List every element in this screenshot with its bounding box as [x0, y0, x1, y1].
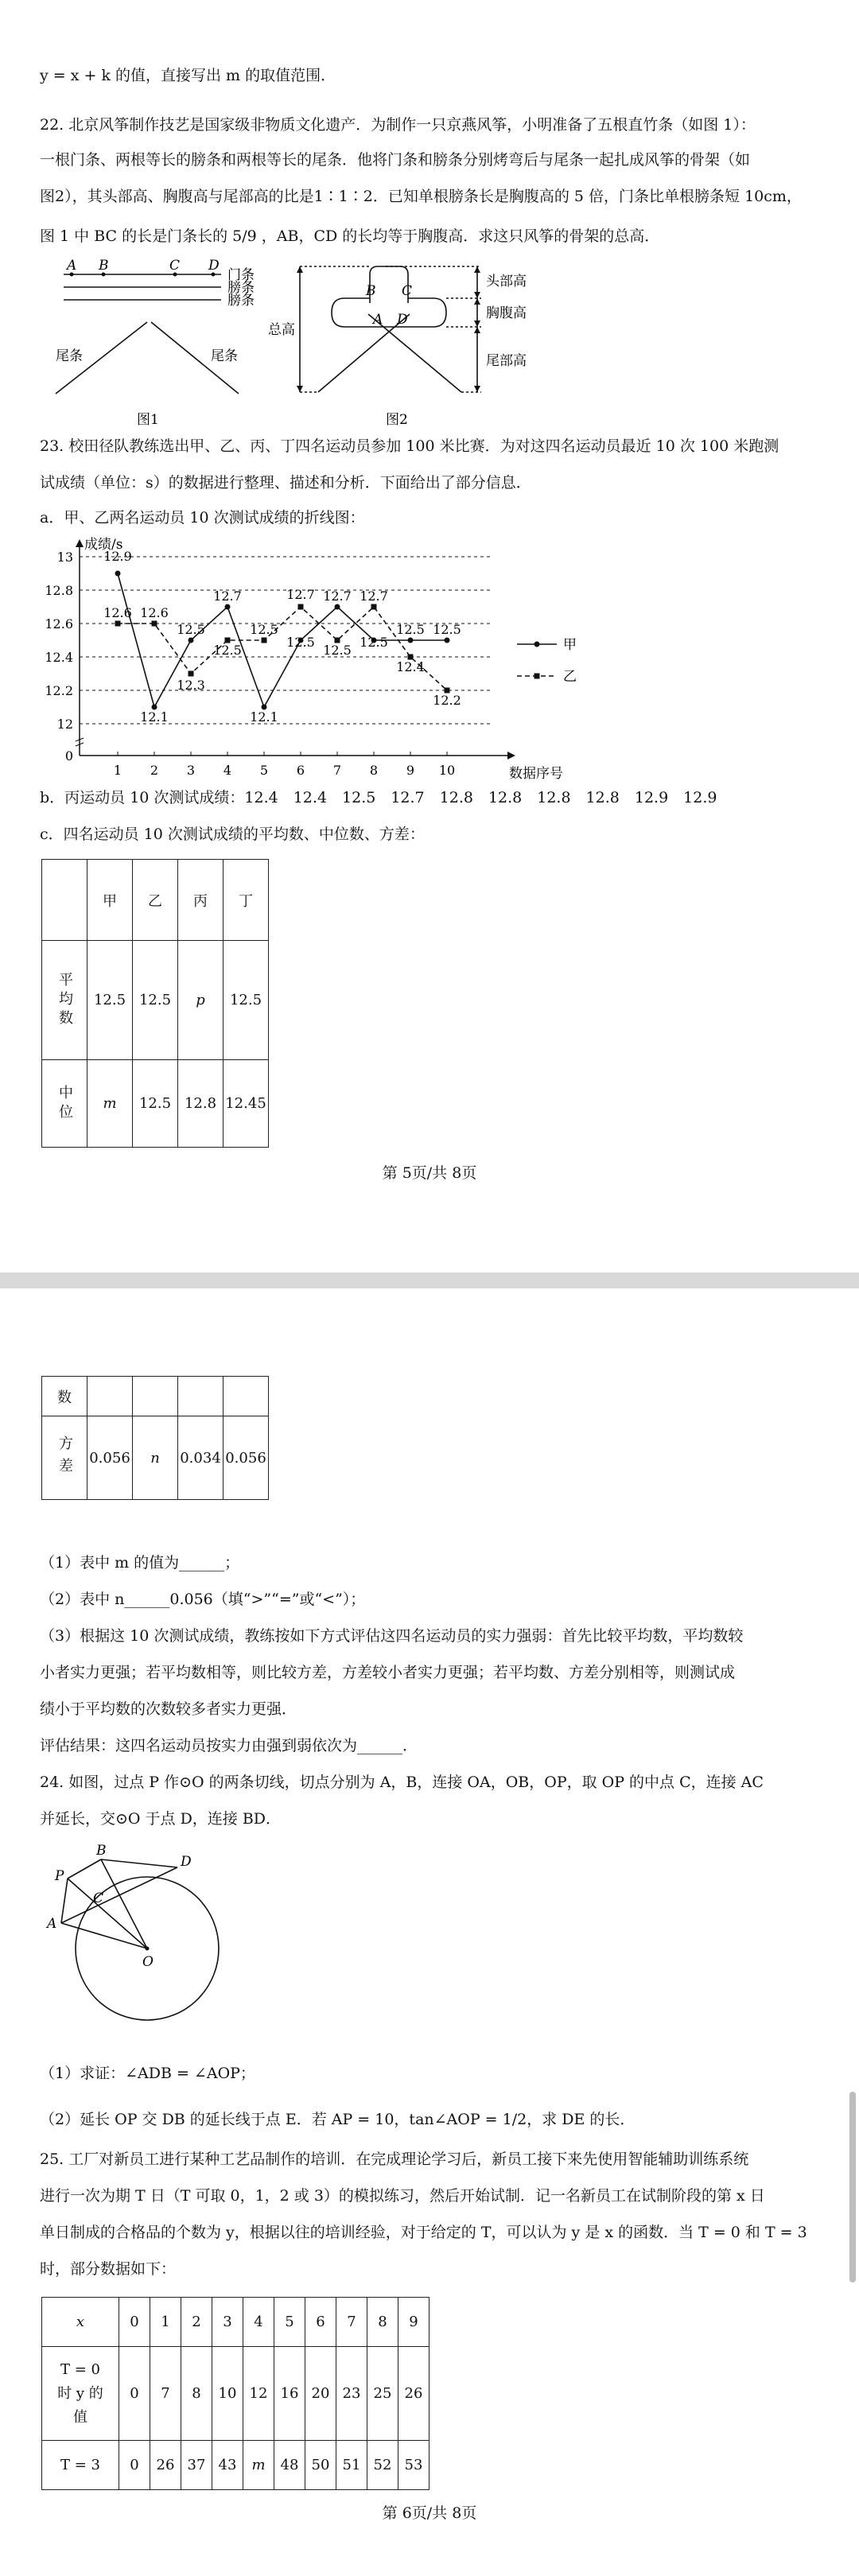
fig2-label-head-height: 头部高 [486, 274, 527, 289]
legend-marker-jia [534, 642, 540, 647]
fig2-label-chest-height: 胸腹高 [486, 305, 527, 321]
q25-header-cell: 6 [305, 2298, 336, 2347]
q25-t3-label: T = 3 [42, 2441, 119, 2490]
q23-stats-table-part2 [41, 1376, 269, 1500]
legend-label-yi: 乙 [563, 669, 577, 685]
q23-line-chart [32, 533, 636, 782]
point-yi [189, 671, 194, 677]
x-axis-label: 数据序号 [509, 766, 563, 782]
median-jia: m [87, 1060, 133, 1148]
y-tick-label: 12.6 [45, 616, 73, 631]
q25-data-table [41, 2297, 430, 2490]
fig2-label-total-height: 总高 [268, 322, 295, 338]
point-a: A [47, 1916, 57, 1932]
point-jia [225, 604, 231, 610]
q25-t3-cell: 52 [367, 2441, 398, 2490]
q25-t3-cell: 43 [212, 2441, 243, 2490]
q23-line-3: a．甲、乙两名运动员 10 次测试成绩的折线图： [40, 509, 365, 526]
data-label-jia: 12.7 [213, 589, 242, 604]
median-ding: 12.45 [223, 1060, 269, 1148]
data-label-jia: 12.5 [433, 622, 461, 637]
fig1-point-a: A [67, 258, 77, 274]
y-tick-label: 12 [56, 717, 73, 732]
q25-t3-row [42, 2441, 430, 2490]
fig1-point-d: D [208, 258, 220, 274]
data-label-yi: 12.5 [323, 643, 352, 658]
y-tick-label: 12.2 [45, 683, 73, 698]
q25-t0-cell: 0 [119, 2347, 150, 2441]
data-label-jia: 12.5 [360, 635, 388, 650]
q23-stats-table-part1 [41, 859, 269, 1148]
data-label-jia: 12.5 [286, 635, 315, 650]
q22-figure-1 [48, 258, 286, 429]
y-tick-label: 13 [56, 550, 73, 565]
var-jia: 0.056 [87, 1416, 133, 1500]
data-label-jia: 12.9 [103, 549, 132, 564]
q23-sub-3a: （3）根据这 10 次测试成绩，教练按如下方式评估这四名运动员的实力强弱：首先比较平均数，平均数较 [40, 1627, 744, 1645]
header-jia: 甲 [87, 860, 133, 941]
q25-line-3: 单日制成的合格品的个数为 y，根据以往的培训经验，对于给定的 T，可以认为 y 是 x 的函数．当 T = 0 和 T = 3 [40, 2224, 807, 2241]
row-mean-label: 平均数 [42, 941, 87, 1060]
q24-circle-figure [44, 1845, 266, 2028]
q25-t3-cell: 48 [274, 2441, 305, 2490]
q22-line-1: 22. 北京风筝制作技艺是国家级非物质文化遗产．为制作一只京燕风筝，小明准备了五根直竹条（如图 1）： [40, 116, 756, 134]
q25-line-1: 25. 工厂对新员工进行某种工艺品制作的培训．在完成理论学习后，新员工接下来先使用智能辅助训练系统 [40, 2151, 749, 2168]
q25-header-cell: 3 [212, 2298, 243, 2347]
q23-line-b: b．丙运动员 10 次测试成绩：12.4 12.4 12.5 12.7 12.8 12.8 12.8 12.8 12.9 12.9 [40, 789, 717, 806]
point-p: P [55, 1868, 64, 1884]
row-median-label-top: 中位 [42, 1060, 87, 1148]
q25-t0-label-line1: T = 0 [60, 2360, 100, 2378]
q25-t0-cell: 12 [243, 2347, 274, 2441]
data-label-yi: 12.6 [103, 605, 132, 620]
q25-line-4: 时，部分数据如下： [40, 2260, 177, 2278]
q25-t3-cell: 50 [305, 2441, 336, 2490]
x-tick-label: 7 [332, 763, 342, 778]
header-bing: 丙 [178, 860, 223, 941]
point-yi [152, 621, 157, 627]
point-yi [298, 604, 304, 610]
q25-header-cell: 2 [181, 2298, 212, 2347]
point-d: D [181, 1854, 192, 1870]
point-jia [408, 638, 414, 643]
fig1-point-c: C [169, 258, 181, 274]
x-tick-label: 6 [296, 763, 305, 778]
mean-bing: p [178, 941, 223, 1060]
q25-t3-cell: 0 [119, 2441, 150, 2490]
fig1-label-wing-bar-2: 膀条 [227, 293, 255, 309]
q23-line-c: c．四名运动员 10 次测试成绩的平均数、中位数、方差： [40, 826, 425, 843]
q25-line-2: 进行一次为期 T 日（T 可取 0，1，2 或 3）的模拟练习，然后开始试制．记一名新员工在试制阶段的第 x 日 [40, 2187, 765, 2205]
q22-line-3: 图2），其头部高、胸腹高与尾部高的比是1∶1∶2．已知单根膀条长是胸腹高的 5 倍，门条比单根膀条短 10cm， [40, 188, 802, 205]
page-divider [0, 1272, 859, 1288]
data-label-jia: 12.5 [177, 622, 205, 637]
fig2-point-c: C [402, 283, 413, 299]
q25-header-row [42, 2298, 430, 2347]
q25-header-cell: 1 [150, 2298, 181, 2347]
q25-t0-cell: 26 [398, 2347, 430, 2441]
median-cont-bing [178, 1377, 223, 1416]
q25-t0-label-line2: 时 y 的 [57, 2384, 103, 2402]
x-tick-label: 1 [113, 763, 122, 778]
q25-t3-cell: 53 [398, 2441, 430, 2490]
q25-header-cell: 5 [274, 2298, 305, 2347]
x-tick-label: 4 [223, 763, 232, 778]
q25-t0-cell: 10 [212, 2347, 243, 2441]
data-label-yi: 12.7 [286, 587, 315, 602]
q23-sub-3b: 小者实力更强；若平均数相等，则比较方差，方差较小者实力更强；若平均数、方差分别相等，则测试成 [40, 1664, 736, 1681]
q23-line-2: 试成绩（单位：s）的数据进行整理、描述和分析．下面给出了部分信息． [40, 474, 531, 491]
point-yi [115, 621, 121, 627]
y-tick-label: 12.4 [45, 650, 73, 665]
median-cont-ding [223, 1377, 269, 1416]
q25-t0-cell: 8 [181, 2347, 212, 2441]
x-tick-label: 8 [369, 763, 379, 778]
fig2-point-a: A [373, 312, 383, 328]
q25-header-cell: 8 [367, 2298, 398, 2347]
data-label-jia: 12.1 [140, 709, 169, 725]
q25-t0-cell: 20 [305, 2347, 336, 2441]
point-b: B [96, 1843, 107, 1859]
median-cont-yi [133, 1377, 178, 1416]
data-label-yi: 12.3 [177, 678, 205, 693]
header-ding: 丁 [223, 860, 269, 941]
fig1-label-tail-right: 尾条 [211, 348, 238, 364]
header-yi: 乙 [133, 860, 178, 941]
q21-tail: y = x + k 的值，直接写出 m 的取值范围． [40, 67, 336, 84]
point-jia [115, 571, 121, 577]
legend-label-jia: 甲 [563, 637, 577, 653]
q25-t0-label [42, 2347, 119, 2441]
q25-t0-label-line3: 值 [73, 2408, 87, 2426]
q25-t0-cell: 25 [367, 2347, 398, 2441]
y-axis-label: 成绩/s [84, 537, 123, 553]
var-yi: n [133, 1416, 178, 1500]
y-tick-label: 0 [64, 748, 73, 763]
q25-t0-row [42, 2347, 430, 2441]
median-bing: 12.8 [178, 1060, 223, 1148]
q25-t3-cell: 26 [150, 2441, 181, 2490]
legend-marker-yi [534, 674, 540, 679]
q25-t0-cell: 7 [150, 2347, 181, 2441]
data-label-yi: 12.6 [140, 605, 169, 620]
x-tick-label: 5 [259, 763, 269, 778]
point-jia [189, 638, 194, 643]
q22-line-4: 图 1 中 BC 的长是门条长的 5/9 ，AB，CD 的长均等于胸腹高．求这只风筝的骨架的总高． [40, 227, 660, 245]
mean-yi: 12.5 [133, 941, 178, 1060]
q25-t3-cell: m [243, 2441, 274, 2490]
var-bing: 0.034 [178, 1416, 223, 1500]
q25-header-cell: 4 [243, 2298, 274, 2347]
fig1-caption: 图1 [137, 412, 159, 428]
fig2-point-d: D [397, 312, 408, 328]
q25-header-cell: 0 [119, 2298, 150, 2347]
q25-header-cell: x [42, 2298, 119, 2347]
data-label-yi: 12.5 [250, 622, 278, 637]
q25-t0-cell: 23 [336, 2347, 367, 2441]
point-jia [445, 638, 450, 643]
data-label-yi: 12.4 [396, 659, 425, 674]
fig1-point-b: B [99, 258, 109, 274]
point-c: C [93, 1890, 104, 1906]
x-tick-label: 2 [150, 763, 159, 778]
q25-header-cell: 7 [336, 2298, 367, 2347]
q24-sub-1: （1）求证：∠ADB = ∠AOP； [40, 2065, 255, 2082]
point-o: O [142, 1954, 154, 1970]
scrollbar-thumb[interactable] [849, 2092, 856, 2283]
page-footer-5: 第 5页/共 8页 [382, 1164, 477, 1182]
data-label-jia: 12.1 [250, 709, 278, 725]
data-label-yi: 12.5 [213, 643, 242, 658]
q25-t3-cell: 51 [336, 2441, 367, 2490]
q23-sub-2: （2）表中 n______0.056（填“>”“=”或“<”）； [40, 1591, 366, 1608]
fig1-label-door-bar: 门条 [227, 267, 255, 283]
x-tick-label: 10 [438, 763, 456, 778]
mean-jia: 12.5 [87, 941, 133, 1060]
row-median-label-bottom: 数 [42, 1377, 87, 1416]
x-axis-arrow [507, 752, 515, 760]
q25-t0-cell: 16 [274, 2347, 305, 2441]
q23-line-1: 23. 校田径队教练选出甲、乙、丙、丁四名运动员参加 100 米比赛．为对这四名运动员最近 10 次 100 米跑测 [40, 437, 779, 455]
q22-line-2: 一根门条、两根等长的膀条和两根等长的尾条．他将门条和膀条分别烤弯后与尾条一起扎成风筝的骨架（如 [40, 151, 751, 169]
data-label-yi: 12.2 [433, 693, 461, 708]
exam-page-5 [0, 0, 859, 1272]
q24-line-2: 并延长，交⊙O 于点 D，连接 BD． [40, 1810, 282, 1828]
median-yi: 12.5 [133, 1060, 178, 1148]
data-label-jia: 12.5 [396, 622, 425, 637]
q23-sub-3c: 绩小于平均数的次数较多者实力更强． [40, 1700, 297, 1718]
x-tick-label: 9 [406, 763, 415, 778]
data-label-jia: 12.7 [323, 589, 352, 604]
q23-sub-1: （1）表中 m 的值为______； [40, 1554, 240, 1572]
var-ding: 0.056 [223, 1416, 269, 1500]
x-tick-label: 3 [186, 763, 196, 778]
point-jia [335, 604, 340, 610]
exam-page-6 [0, 1288, 859, 2576]
fig2-point-b: B [366, 283, 376, 299]
q23-sub-3d: 评估结果：这四名运动员按实力由强到弱依次为______． [40, 1737, 418, 1754]
q22-figure-2 [268, 258, 585, 429]
fig1-label-wing-bar-1: 膀条 [227, 280, 255, 296]
q24-line-1: 24. 如图，过点 P 作⊙O 的两条切线，切点分别为 A，B，连接 OA，OB，OP，取 OP 的中点 C，连接 AC [40, 1774, 764, 1791]
point-yi [262, 638, 267, 643]
y-axis-arrow [76, 539, 84, 547]
y-tick-label: 12.8 [45, 583, 73, 598]
data-label-yi: 12.7 [360, 589, 388, 604]
fig1-label-tail-left: 尾条 [56, 348, 83, 364]
q25-header-cell: 9 [398, 2298, 430, 2347]
mean-ding: 12.5 [223, 941, 269, 1060]
fig2-label-tail-height: 尾部高 [486, 353, 527, 369]
page-footer-6: 第 6页/共 8页 [382, 2504, 477, 2522]
fig2-caption: 图2 [386, 412, 408, 428]
q24-sub-2: （2）延长 OP 交 DB 的延长线于点 E．若 AP = 10，tan∠AOP = 1/2，求 DE 的长． [40, 2111, 636, 2128]
median-cont-jia [87, 1377, 133, 1416]
table-corner [42, 860, 87, 941]
point-yi [371, 604, 377, 610]
row-var-label: 方差 [42, 1416, 87, 1500]
q25-t3-cell: 37 [181, 2441, 212, 2490]
